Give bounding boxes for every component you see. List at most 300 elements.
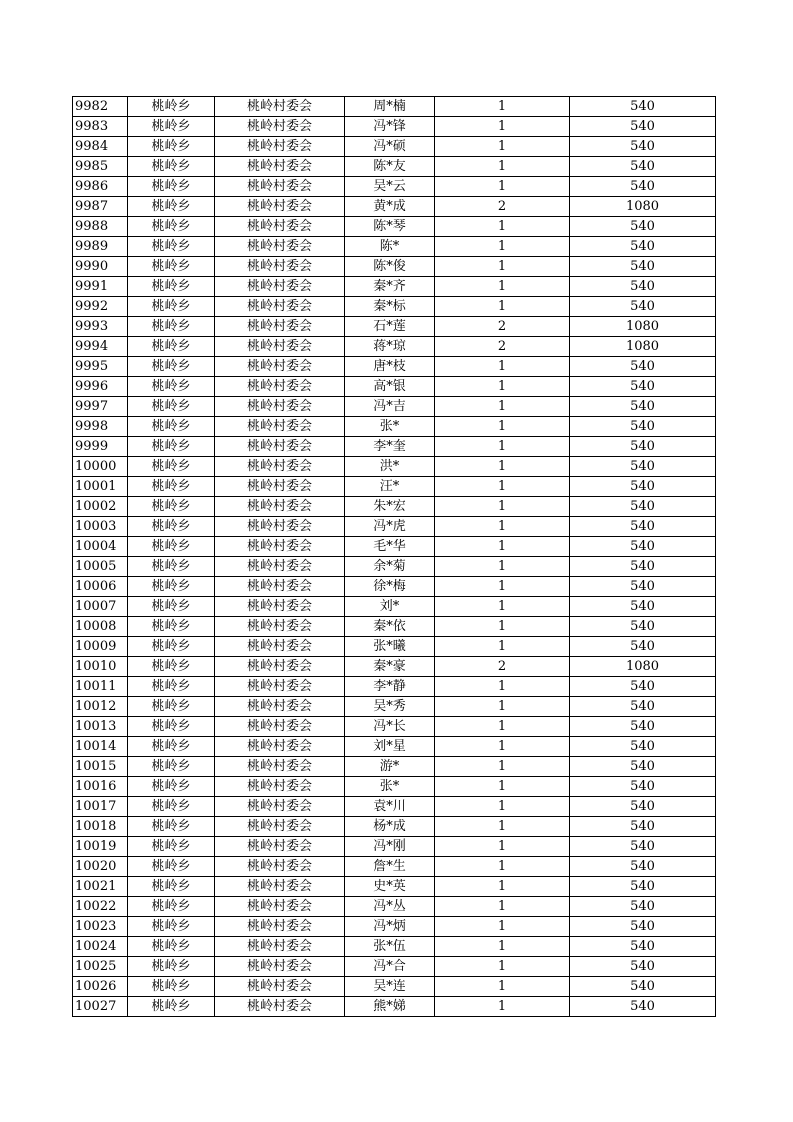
cell-person-name: 冯*炳 xyxy=(345,917,435,937)
cell-township: 桃岭乡 xyxy=(128,917,215,937)
cell-amount: 540 xyxy=(570,397,716,417)
table-row xyxy=(73,457,716,477)
cell-amount: 540 xyxy=(570,457,716,477)
cell-village-committee: 桃岭村委会 xyxy=(215,697,345,717)
cell-amount: 540 xyxy=(570,957,716,977)
cell-person-name: 张* xyxy=(345,417,435,437)
cell-amount: 540 xyxy=(570,217,716,237)
cell-count: 1 xyxy=(435,897,570,917)
cell-township: 桃岭乡 xyxy=(128,657,215,677)
table-row xyxy=(73,857,716,877)
cell-count: 1 xyxy=(435,757,570,777)
cell-serial-number: 10005 xyxy=(73,557,128,577)
cell-serial-number: 9989 xyxy=(73,237,128,257)
cell-count: 1 xyxy=(435,817,570,837)
cell-serial-number: 10015 xyxy=(73,757,128,777)
cell-count: 1 xyxy=(435,377,570,397)
cell-village-committee: 桃岭村委会 xyxy=(215,877,345,897)
cell-serial-number: 9986 xyxy=(73,177,128,197)
cell-township: 桃岭乡 xyxy=(128,977,215,997)
cell-serial-number: 9984 xyxy=(73,137,128,157)
cell-person-name: 余*菊 xyxy=(345,557,435,577)
cell-person-name: 吴*云 xyxy=(345,177,435,197)
cell-village-committee: 桃岭村委会 xyxy=(215,177,345,197)
cell-serial-number: 10001 xyxy=(73,477,128,497)
cell-serial-number: 10014 xyxy=(73,737,128,757)
cell-township: 桃岭乡 xyxy=(128,317,215,337)
cell-serial-number: 10022 xyxy=(73,897,128,917)
cell-serial-number: 9987 xyxy=(73,197,128,217)
cell-serial-number: 10008 xyxy=(73,617,128,637)
cell-village-committee: 桃岭村委会 xyxy=(215,597,345,617)
cell-serial-number: 9988 xyxy=(73,217,128,237)
cell-village-committee: 桃岭村委会 xyxy=(215,797,345,817)
cell-amount: 540 xyxy=(570,557,716,577)
cell-serial-number: 10025 xyxy=(73,957,128,977)
cell-count: 1 xyxy=(435,597,570,617)
cell-amount: 540 xyxy=(570,537,716,557)
cell-village-committee: 桃岭村委会 xyxy=(215,897,345,917)
table-row xyxy=(73,277,716,297)
cell-township: 桃岭乡 xyxy=(128,117,215,137)
table-row xyxy=(73,737,716,757)
cell-count: 1 xyxy=(435,237,570,257)
table-row xyxy=(73,657,716,677)
cell-amount: 540 xyxy=(570,777,716,797)
cell-count: 2 xyxy=(435,197,570,217)
cell-serial-number: 10027 xyxy=(73,997,128,1017)
cell-serial-number: 10011 xyxy=(73,677,128,697)
cell-village-committee: 桃岭村委会 xyxy=(215,537,345,557)
cell-village-committee: 桃岭村委会 xyxy=(215,677,345,697)
cell-amount: 540 xyxy=(570,577,716,597)
cell-township: 桃岭乡 xyxy=(128,377,215,397)
cell-amount: 540 xyxy=(570,97,716,117)
cell-person-name: 蒋*琼 xyxy=(345,337,435,357)
roster-table xyxy=(72,96,716,1017)
cell-serial-number: 9998 xyxy=(73,417,128,437)
cell-village-committee: 桃岭村委会 xyxy=(215,977,345,997)
cell-serial-number: 9983 xyxy=(73,117,128,137)
cell-village-committee: 桃岭村委会 xyxy=(215,617,345,637)
cell-township: 桃岭乡 xyxy=(128,997,215,1017)
table-row xyxy=(73,397,716,417)
cell-village-committee: 桃岭村委会 xyxy=(215,337,345,357)
cell-count: 2 xyxy=(435,337,570,357)
cell-amount: 540 xyxy=(570,837,716,857)
cell-village-committee: 桃岭村委会 xyxy=(215,257,345,277)
cell-count: 1 xyxy=(435,437,570,457)
cell-amount: 540 xyxy=(570,797,716,817)
cell-person-name: 吴*连 xyxy=(345,977,435,997)
cell-serial-number: 10006 xyxy=(73,577,128,597)
cell-person-name: 刘*星 xyxy=(345,737,435,757)
cell-village-committee: 桃岭村委会 xyxy=(215,737,345,757)
cell-township: 桃岭乡 xyxy=(128,837,215,857)
cell-amount: 540 xyxy=(570,737,716,757)
cell-village-committee: 桃岭村委会 xyxy=(215,857,345,877)
cell-count: 1 xyxy=(435,677,570,697)
cell-count: 1 xyxy=(435,217,570,237)
table-row xyxy=(73,797,716,817)
cell-count: 1 xyxy=(435,877,570,897)
table-row xyxy=(73,537,716,557)
table-row xyxy=(73,557,716,577)
roster-table-body xyxy=(73,97,716,1017)
table-row xyxy=(73,637,716,657)
cell-person-name: 冯*长 xyxy=(345,717,435,737)
cell-count: 1 xyxy=(435,417,570,437)
cell-township: 桃岭乡 xyxy=(128,237,215,257)
table-row xyxy=(73,957,716,977)
cell-township: 桃岭乡 xyxy=(128,537,215,557)
cell-amount: 1080 xyxy=(570,657,716,677)
cell-amount: 540 xyxy=(570,677,716,697)
cell-person-name: 秦*依 xyxy=(345,617,435,637)
cell-person-name: 陈*俊 xyxy=(345,257,435,277)
cell-count: 1 xyxy=(435,277,570,297)
cell-township: 桃岭乡 xyxy=(128,397,215,417)
cell-person-name: 杨*成 xyxy=(345,817,435,837)
cell-person-name: 张* xyxy=(345,777,435,797)
cell-amount: 540 xyxy=(570,717,716,737)
cell-count: 1 xyxy=(435,477,570,497)
cell-serial-number: 10007 xyxy=(73,597,128,617)
cell-township: 桃岭乡 xyxy=(128,577,215,597)
cell-township: 桃岭乡 xyxy=(128,277,215,297)
cell-township: 桃岭乡 xyxy=(128,557,215,577)
cell-village-committee: 桃岭村委会 xyxy=(215,137,345,157)
cell-village-committee: 桃岭村委会 xyxy=(215,157,345,177)
cell-village-committee: 桃岭村委会 xyxy=(215,757,345,777)
cell-township: 桃岭乡 xyxy=(128,197,215,217)
table-row xyxy=(73,697,716,717)
cell-township: 桃岭乡 xyxy=(128,137,215,157)
cell-count: 1 xyxy=(435,637,570,657)
cell-serial-number: 10000 xyxy=(73,457,128,477)
table-row xyxy=(73,437,716,457)
cell-village-committee: 桃岭村委会 xyxy=(215,97,345,117)
cell-person-name: 洪* xyxy=(345,457,435,477)
cell-serial-number: 10004 xyxy=(73,537,128,557)
cell-serial-number: 10021 xyxy=(73,877,128,897)
table-row xyxy=(73,377,716,397)
cell-village-committee: 桃岭村委会 xyxy=(215,637,345,657)
cell-township: 桃岭乡 xyxy=(128,497,215,517)
cell-township: 桃岭乡 xyxy=(128,877,215,897)
cell-village-committee: 桃岭村委会 xyxy=(215,577,345,597)
table-row xyxy=(73,337,716,357)
cell-serial-number: 9995 xyxy=(73,357,128,377)
cell-serial-number: 9993 xyxy=(73,317,128,337)
cell-township: 桃岭乡 xyxy=(128,777,215,797)
cell-village-committee: 桃岭村委会 xyxy=(215,717,345,737)
cell-person-name: 黄*成 xyxy=(345,197,435,217)
cell-person-name: 朱*宏 xyxy=(345,497,435,517)
cell-person-name: 陈* xyxy=(345,237,435,257)
cell-township: 桃岭乡 xyxy=(128,357,215,377)
cell-amount: 540 xyxy=(570,857,716,877)
cell-count: 1 xyxy=(435,357,570,377)
cell-person-name: 汪* xyxy=(345,477,435,497)
cell-person-name: 冯*虎 xyxy=(345,517,435,537)
cell-village-committee: 桃岭村委会 xyxy=(215,657,345,677)
cell-person-name: 石*莲 xyxy=(345,317,435,337)
table-row xyxy=(73,297,716,317)
cell-serial-number: 9991 xyxy=(73,277,128,297)
cell-township: 桃岭乡 xyxy=(128,177,215,197)
cell-count: 1 xyxy=(435,117,570,137)
cell-township: 桃岭乡 xyxy=(128,737,215,757)
cell-person-name: 秦*齐 xyxy=(345,277,435,297)
cell-count: 1 xyxy=(435,137,570,157)
cell-amount: 540 xyxy=(570,177,716,197)
cell-count: 1 xyxy=(435,777,570,797)
cell-person-name: 秦*标 xyxy=(345,297,435,317)
cell-count: 1 xyxy=(435,937,570,957)
cell-person-name: 熊*娣 xyxy=(345,997,435,1017)
cell-amount: 1080 xyxy=(570,337,716,357)
cell-amount: 540 xyxy=(570,977,716,997)
cell-count: 1 xyxy=(435,97,570,117)
cell-count: 1 xyxy=(435,577,570,597)
cell-person-name: 毛*华 xyxy=(345,537,435,557)
cell-township: 桃岭乡 xyxy=(128,517,215,537)
cell-count: 1 xyxy=(435,857,570,877)
cell-amount: 540 xyxy=(570,357,716,377)
table-row xyxy=(73,897,716,917)
cell-amount: 540 xyxy=(570,937,716,957)
cell-count: 1 xyxy=(435,537,570,557)
table-row xyxy=(73,717,716,737)
cell-person-name: 陈*琴 xyxy=(345,217,435,237)
table-row xyxy=(73,997,716,1017)
cell-person-name: 张*伍 xyxy=(345,937,435,957)
table-row xyxy=(73,917,716,937)
cell-count: 1 xyxy=(435,697,570,717)
cell-village-committee: 桃岭村委会 xyxy=(215,917,345,937)
cell-person-name: 徐*梅 xyxy=(345,577,435,597)
cell-village-committee: 桃岭村委会 xyxy=(215,197,345,217)
cell-township: 桃岭乡 xyxy=(128,597,215,617)
table-row xyxy=(73,137,716,157)
cell-count: 1 xyxy=(435,177,570,197)
table-row xyxy=(73,117,716,137)
cell-person-name: 张*曦 xyxy=(345,637,435,657)
cell-village-committee: 桃岭村委会 xyxy=(215,817,345,837)
table-row xyxy=(73,617,716,637)
table-row xyxy=(73,877,716,897)
cell-amount: 540 xyxy=(570,237,716,257)
cell-village-committee: 桃岭村委会 xyxy=(215,477,345,497)
cell-count: 1 xyxy=(435,917,570,937)
cell-serial-number: 10017 xyxy=(73,797,128,817)
cell-serial-number: 10002 xyxy=(73,497,128,517)
cell-person-name: 高*银 xyxy=(345,377,435,397)
cell-count: 1 xyxy=(435,617,570,637)
cell-township: 桃岭乡 xyxy=(128,757,215,777)
cell-township: 桃岭乡 xyxy=(128,257,215,277)
table-row xyxy=(73,777,716,797)
cell-amount: 540 xyxy=(570,697,716,717)
cell-village-committee: 桃岭村委会 xyxy=(215,557,345,577)
cell-serial-number: 10023 xyxy=(73,917,128,937)
table-row xyxy=(73,757,716,777)
cell-person-name: 冯*丛 xyxy=(345,897,435,917)
cell-count: 1 xyxy=(435,837,570,857)
cell-village-committee: 桃岭村委会 xyxy=(215,217,345,237)
cell-township: 桃岭乡 xyxy=(128,457,215,477)
cell-village-committee: 桃岭村委会 xyxy=(215,457,345,477)
cell-amount: 540 xyxy=(570,277,716,297)
table-row xyxy=(73,677,716,697)
cell-serial-number: 10026 xyxy=(73,977,128,997)
cell-serial-number: 9985 xyxy=(73,157,128,177)
cell-person-name: 冯*合 xyxy=(345,957,435,977)
cell-amount: 540 xyxy=(570,517,716,537)
cell-count: 1 xyxy=(435,977,570,997)
cell-count: 1 xyxy=(435,297,570,317)
cell-serial-number: 10009 xyxy=(73,637,128,657)
cell-serial-number: 9992 xyxy=(73,297,128,317)
table-row xyxy=(73,817,716,837)
cell-amount: 540 xyxy=(570,157,716,177)
cell-township: 桃岭乡 xyxy=(128,957,215,977)
cell-serial-number: 9997 xyxy=(73,397,128,417)
cell-township: 桃岭乡 xyxy=(128,297,215,317)
cell-amount: 540 xyxy=(570,477,716,497)
table-row xyxy=(73,517,716,537)
cell-village-committee: 桃岭村委会 xyxy=(215,437,345,457)
cell-serial-number: 10020 xyxy=(73,857,128,877)
table-row xyxy=(73,417,716,437)
cell-village-committee: 桃岭村委会 xyxy=(215,997,345,1017)
table-row xyxy=(73,217,716,237)
cell-amount: 540 xyxy=(570,137,716,157)
cell-person-name: 冯*刚 xyxy=(345,837,435,857)
cell-person-name: 唐*枝 xyxy=(345,357,435,377)
cell-count: 2 xyxy=(435,657,570,677)
cell-count: 1 xyxy=(435,257,570,277)
cell-count: 1 xyxy=(435,457,570,477)
cell-township: 桃岭乡 xyxy=(128,337,215,357)
cell-count: 1 xyxy=(435,957,570,977)
cell-person-name: 吴*秀 xyxy=(345,697,435,717)
table-row xyxy=(73,157,716,177)
cell-village-committee: 桃岭村委会 xyxy=(215,317,345,337)
cell-amount: 540 xyxy=(570,897,716,917)
cell-village-committee: 桃岭村委会 xyxy=(215,377,345,397)
table-row xyxy=(73,977,716,997)
cell-village-committee: 桃岭村委会 xyxy=(215,937,345,957)
cell-township: 桃岭乡 xyxy=(128,717,215,737)
table-row xyxy=(73,937,716,957)
cell-amount: 540 xyxy=(570,257,716,277)
cell-serial-number: 10019 xyxy=(73,837,128,857)
table-row xyxy=(73,317,716,337)
cell-count: 1 xyxy=(435,497,570,517)
table-row xyxy=(73,257,716,277)
cell-amount: 540 xyxy=(570,877,716,897)
cell-serial-number: 10024 xyxy=(73,937,128,957)
cell-person-name: 冯*吉 xyxy=(345,397,435,417)
cell-serial-number: 10018 xyxy=(73,817,128,837)
cell-amount: 540 xyxy=(570,297,716,317)
cell-township: 桃岭乡 xyxy=(128,217,215,237)
cell-township: 桃岭乡 xyxy=(128,437,215,457)
cell-serial-number: 9990 xyxy=(73,257,128,277)
cell-person-name: 冯*锋 xyxy=(345,117,435,137)
cell-serial-number: 10016 xyxy=(73,777,128,797)
table-row xyxy=(73,357,716,377)
cell-village-committee: 桃岭村委会 xyxy=(215,517,345,537)
cell-amount: 540 xyxy=(570,617,716,637)
cell-township: 桃岭乡 xyxy=(128,97,215,117)
cell-township: 桃岭乡 xyxy=(128,897,215,917)
cell-township: 桃岭乡 xyxy=(128,617,215,637)
cell-township: 桃岭乡 xyxy=(128,817,215,837)
cell-person-name: 史*英 xyxy=(345,877,435,897)
cell-amount: 540 xyxy=(570,117,716,137)
cell-serial-number: 10013 xyxy=(73,717,128,737)
cell-serial-number: 9994 xyxy=(73,337,128,357)
cell-count: 1 xyxy=(435,397,570,417)
cell-count: 1 xyxy=(435,557,570,577)
cell-amount: 540 xyxy=(570,377,716,397)
cell-amount: 540 xyxy=(570,637,716,657)
cell-person-name: 秦*豪 xyxy=(345,657,435,677)
cell-township: 桃岭乡 xyxy=(128,157,215,177)
cell-amount: 540 xyxy=(570,757,716,777)
cell-amount: 540 xyxy=(570,437,716,457)
cell-village-committee: 桃岭村委会 xyxy=(215,957,345,977)
cell-person-name: 袁*川 xyxy=(345,797,435,817)
cell-person-name: 陈*友 xyxy=(345,157,435,177)
cell-township: 桃岭乡 xyxy=(128,697,215,717)
cell-township: 桃岭乡 xyxy=(128,937,215,957)
cell-serial-number: 9996 xyxy=(73,377,128,397)
cell-township: 桃岭乡 xyxy=(128,677,215,697)
cell-village-committee: 桃岭村委会 xyxy=(215,497,345,517)
cell-township: 桃岭乡 xyxy=(128,417,215,437)
table-row xyxy=(73,837,716,857)
table-row xyxy=(73,597,716,617)
cell-amount: 540 xyxy=(570,497,716,517)
cell-person-name: 游* xyxy=(345,757,435,777)
table-row xyxy=(73,237,716,257)
cell-township: 桃岭乡 xyxy=(128,637,215,657)
cell-person-name: 刘* xyxy=(345,597,435,617)
cell-serial-number: 10012 xyxy=(73,697,128,717)
cell-amount: 1080 xyxy=(570,317,716,337)
table-row xyxy=(73,177,716,197)
cell-count: 1 xyxy=(435,717,570,737)
cell-person-name: 周*楠 xyxy=(345,97,435,117)
table-row xyxy=(73,577,716,597)
cell-village-committee: 桃岭村委会 xyxy=(215,297,345,317)
table-row xyxy=(73,497,716,517)
cell-serial-number: 10010 xyxy=(73,657,128,677)
cell-count: 1 xyxy=(435,517,570,537)
cell-village-committee: 桃岭村委会 xyxy=(215,277,345,297)
cell-person-name: 李*静 xyxy=(345,677,435,697)
cell-count: 1 xyxy=(435,157,570,177)
cell-township: 桃岭乡 xyxy=(128,857,215,877)
cell-village-committee: 桃岭村委会 xyxy=(215,777,345,797)
cell-amount: 540 xyxy=(570,817,716,837)
cell-township: 桃岭乡 xyxy=(128,477,215,497)
cell-person-name: 詹*生 xyxy=(345,857,435,877)
